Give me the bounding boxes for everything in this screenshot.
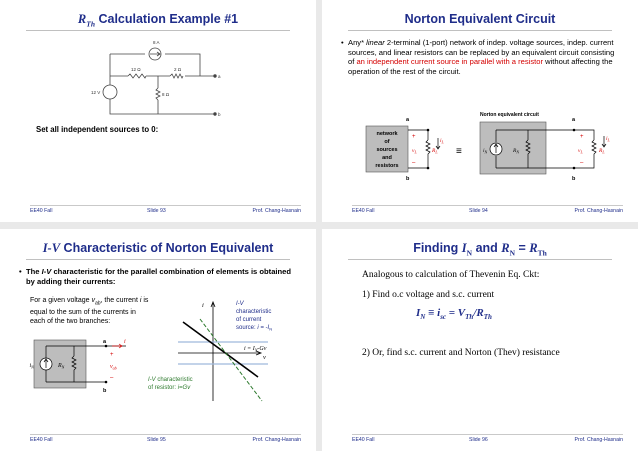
slide-95: [0, 229, 316, 451]
source-char-l3: of current: [236, 317, 262, 323]
slide-96: [322, 229, 638, 451]
iv-graph: [148, 297, 308, 407]
axis-i-label: i: [202, 302, 204, 309]
svg-text:iN: $i_N$: [483, 148, 488, 155]
svg-text:i: i: [124, 339, 126, 345]
network-line-2: of: [384, 139, 390, 145]
svg-text:RL: $R_L$: [599, 148, 605, 155]
para-1: Analogous to calculation of Thevenin Eq. Ckt:: [362, 270, 540, 280]
source-8a-label: 8 A: [153, 40, 160, 45]
slide-title: Norton Equivalent Circuit: [404, 12, 556, 26]
svg-text:iN: $i_N$: [29, 363, 34, 370]
svg-text:RL: $R_L$: [432, 148, 438, 155]
node-a-right: a: [572, 117, 576, 123]
node-a-label: a: [218, 74, 221, 79]
svg-text:b: b: [103, 388, 107, 394]
svg-text:of resistor: i=Gv: of resistor: i=Gv: [148, 385, 191, 391]
network-line-1: network: [376, 131, 398, 137]
node-b-left: b: [406, 176, 410, 182]
slide-94: [322, 0, 638, 222]
v12-label: 12 V: [91, 90, 101, 95]
svg-text:a: a: [103, 339, 107, 345]
slide-body: Set all independent sources to 0:: [36, 125, 159, 134]
network-line-4: and: [382, 155, 392, 161]
slide-title: I-V Characteristic of Norton Equivalent: [42, 241, 274, 255]
slide-footer: EE40 Fall Slide 95 Prof. Chang-Hasnain: [30, 434, 301, 447]
svg-text:iL: $i_L$: [606, 136, 610, 143]
svg-text:vL: $v_L$: [412, 148, 417, 155]
svg-text:I-V characteristic: I-V characteristic: [148, 377, 193, 383]
equiv-symbol: ≡: [456, 146, 462, 157]
node-b-label: b: [218, 112, 221, 117]
svg-text:–: –: [412, 160, 416, 166]
norton-equation: $I_N \equiv i_{sc} = V_{Th}/R_{Th}$: [416, 307, 492, 322]
node-b-right: b: [572, 176, 576, 182]
svg-text:–: –: [580, 160, 584, 166]
slide-footer: EE40 Fall Slide 93 Prof. Chang-Hasnain: [30, 205, 301, 218]
source-char-l2: characteristic: [236, 309, 272, 315]
svg-text:–: –: [110, 375, 114, 381]
norton-small-circuit: [30, 334, 140, 396]
svg-text:+: +: [110, 352, 114, 358]
norton-diagram: [362, 108, 622, 184]
slide-title: Finding $I_N$ and $R_N = R_{Th}$: [413, 241, 547, 258]
svg-text:RN: $R_N$: [58, 363, 65, 370]
svg-text:RN: $R_N$: [513, 148, 520, 155]
circuit-diagram: [90, 38, 230, 120]
bullet-text: • The I-V characteristic for the parallel combination of elements is obtained by adding their currents:: [19, 267, 292, 286]
slide-footer: EE40 Fall Slide 96 Prof. Chang-Hasnain: [352, 434, 623, 447]
title-rule: [348, 30, 612, 31]
title-rule: [26, 30, 290, 31]
axis-v-label: v: [263, 354, 266, 361]
svg-text:+: +: [412, 134, 416, 140]
svg-text:vL: $v_L$: [578, 148, 583, 155]
slide-93: [0, 0, 316, 222]
bullet-text: • Any* linear 2-terminal (1-port) network of indep. voltage sources, indep. current sources, and linear resistors can be replaced by an equivalent circuit consisting of an independent current source in parallel with a resistor without affecting the operation of the rest of the circuit.: [341, 38, 615, 77]
para-3: 2) Or, find s.c. current and Norton (Thev) resistance: [362, 348, 560, 358]
title-rule: [26, 259, 290, 260]
slide-footer: EE40 Fall Slide 94 Prof. Chang-Hasnain: [352, 205, 623, 218]
svg-text:i = IN-Gv: $i = I_N-Gv$: [244, 346, 267, 353]
svg-text:vab: $v_{ab}$: [110, 364, 117, 371]
title-rule: [348, 259, 612, 260]
para-2: 1) Find o.c voltage and s.c. current: [362, 290, 495, 300]
svg-text:+: +: [580, 134, 584, 140]
slide-title: $R_{Th}$ Calculation Example #1: [77, 12, 239, 29]
r8-label: 8 Ω: [162, 92, 170, 97]
r12-label: 12 Ω: [131, 67, 141, 72]
norton-equiv-label: Norton equivalent circuit: [480, 112, 539, 118]
para-text: For a given voltage $v_{ab}$, the current i is equal to the sum of the currents in each of the two branches:: [30, 297, 149, 326]
svg-text:iL: $i_L$: [440, 138, 444, 145]
network-line-5: resistors: [375, 163, 399, 169]
svg-text:source: i = -IN: source: $i = -I_N$: [236, 325, 273, 332]
source-char-l1: I-V: [236, 301, 244, 307]
node-a-left: a: [406, 117, 410, 123]
r2-label: 2 Ω: [174, 67, 182, 72]
network-line-3: sources: [376, 147, 398, 153]
